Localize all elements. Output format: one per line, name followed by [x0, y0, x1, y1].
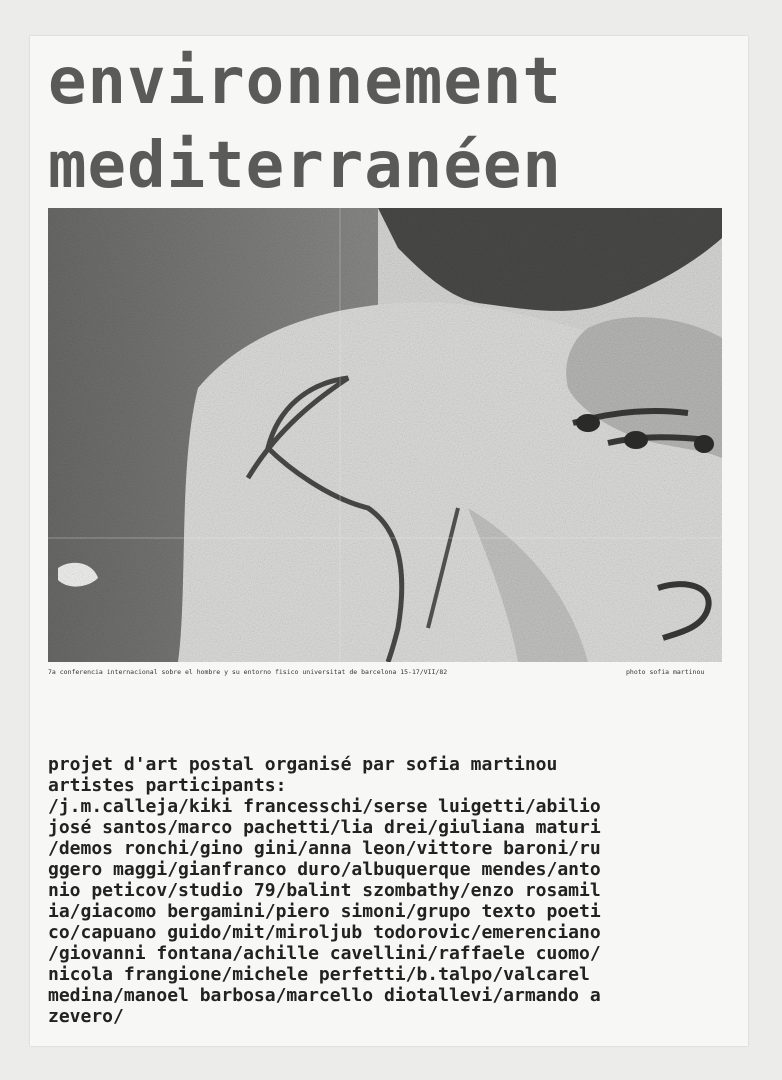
text-line: /giovanni fontana/achille cavellini/raffaele cuomo/	[48, 943, 601, 964]
photo-caption: 7a conferencia internacional sobre el hombre y su entorno fisico universitat de barcelona 15-17/VII/82	[48, 668, 448, 676]
photo-image	[48, 208, 722, 662]
photo	[48, 208, 722, 662]
text-line: co/capuano guido/mit/miroljub todorovic/emerenciano	[48, 922, 601, 943]
text-line: artistes participants:	[48, 775, 287, 796]
text-line: /demos ronchi/gino gini/anna leon/vittore baroni/ru	[48, 838, 601, 859]
text-line: nicola frangione/michele perfetti/b.talpo/valcarel	[48, 964, 590, 985]
title-line-2: mediterranéen	[48, 129, 562, 203]
text-line: projet d'art postal organisé par sofia martinou	[48, 754, 558, 775]
participants-text	[48, 754, 738, 1027]
photo-credit: photo sofia martinou	[626, 668, 705, 676]
text-line: medina/manoel barbosa/marcello diotallevi/armando a	[48, 985, 601, 1006]
poster	[30, 36, 748, 1046]
text-line: ggero maggi/gianfranco duro/albuquerque mendes/anto	[48, 859, 601, 880]
text-line: josé santos/marco pachetti/lia drei/giuliana maturi	[48, 817, 601, 838]
text-line: zevero/	[48, 1006, 124, 1027]
title-line-1: environnement	[48, 45, 562, 119]
text-line: ia/giacomo bergamini/piero simoni/grupo texto poeti	[48, 901, 601, 922]
text-line: /j.m.calleja/kiki francesschi/serse luigetti/abilio	[48, 796, 601, 817]
text-line: nio peticov/studio 79/balint szombathy/enzo rosamil	[48, 880, 601, 901]
